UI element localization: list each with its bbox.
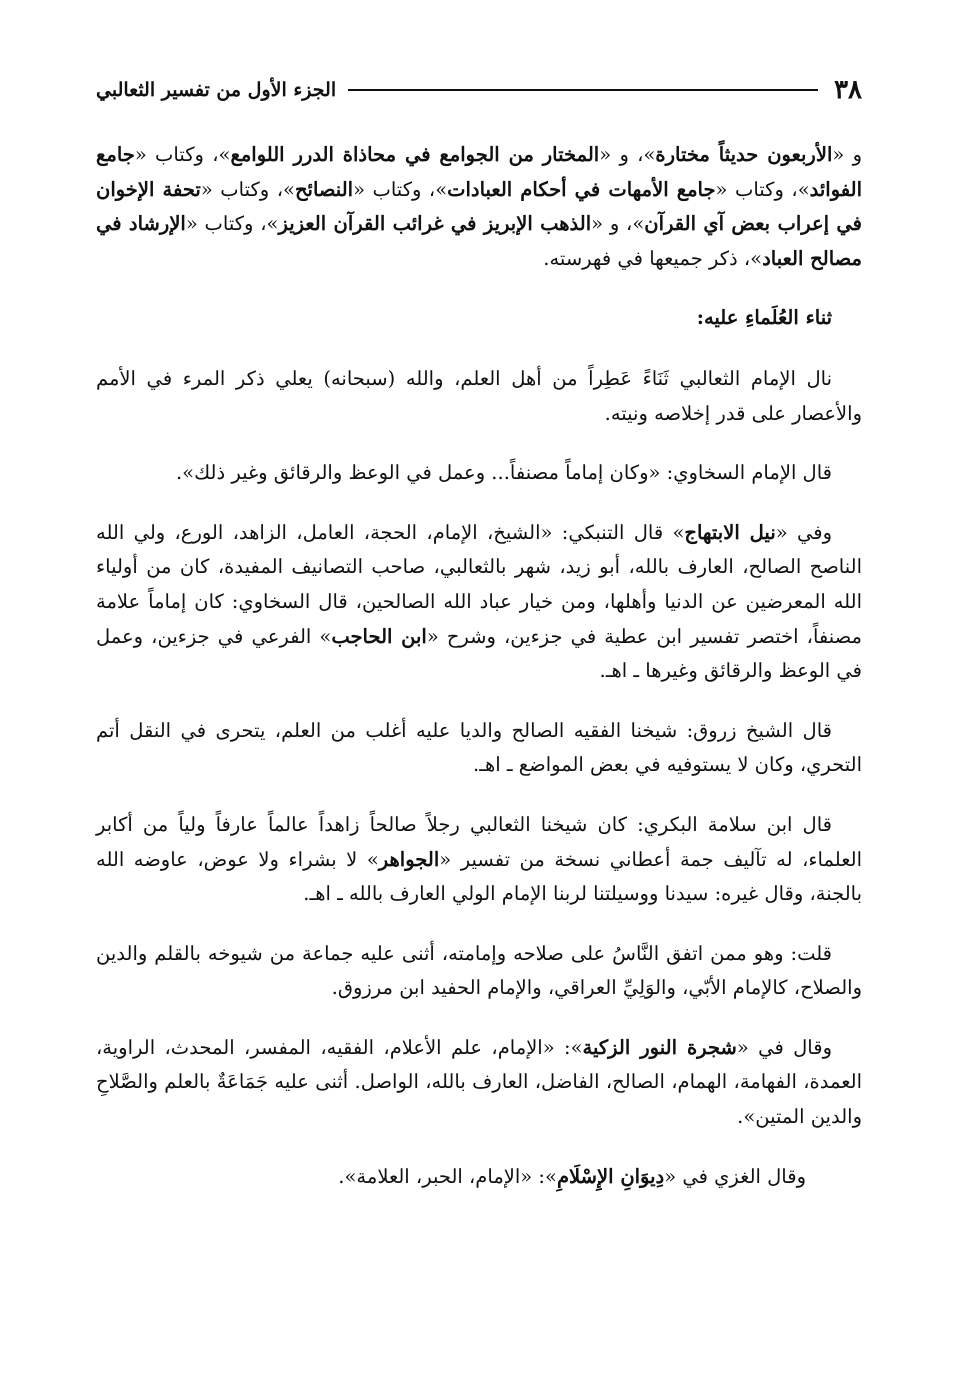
text-run: » قال التنبكي: «الشيخ، الإمام، الحجة، العامل، الزاهد، الورع، ولي الله الناصح الصالح، العارف بالله، أبو زيد، شهر بالثعالبي، صاحب التصانيف المفيدة، كان من أولياء الله المعرضين عن الدنيا وأهلها، ومن خيار عباد الله الصالحين، قال السخاوي: كان إماماً علامة مصنفاً، اختصر تفسير ابن عطية في جزءين، وشرح «	[96, 520, 862, 648]
text-run: » الفرعي في جزءين، وعمل في الوعظ والرقائق وغيرها ـ اهـ.	[96, 624, 862, 683]
cited-title: المختار من الجوامع في محاذاة الدرر اللوامع	[230, 143, 600, 166]
text-run: »، وكتاب «	[200, 177, 295, 201]
paragraph-ghazzi	[96, 1160, 862, 1195]
text-run: وقال الغزي في «	[664, 1164, 806, 1188]
header-rule	[348, 89, 818, 91]
cited-title: نيل الابتهاج	[684, 520, 776, 544]
paragraph-praise	[96, 362, 862, 431]
cited-title: الأربعون حديثاً مختارة	[655, 143, 833, 166]
text-run: »، وكتاب «	[185, 212, 279, 236]
cited-title: شجرة النور الزكية	[582, 1035, 737, 1059]
cited-title: الذهب الإبريز في غرائب القرآن العزيز	[278, 212, 592, 236]
paragraph-author-note	[96, 937, 862, 1006]
paragraph-sakhawi	[96, 456, 862, 491]
page-body	[96, 138, 862, 1219]
paragraph-shajarat	[96, 1031, 862, 1135]
cited-title: تحفة الإخوان في إعراب بعض آي القرآن	[96, 177, 862, 236]
text-run: وقال في «	[736, 1035, 832, 1059]
text-run: »، وكتاب «	[353, 177, 448, 201]
running-title: الجزء الأول من تفسير الثعالبي	[96, 79, 337, 101]
text-run: »، و «	[599, 143, 656, 166]
cited-title: جامع الأمهات في أحكام العبادات	[447, 177, 716, 201]
text-run: »، وكتاب «	[134, 143, 231, 166]
text-run: »: «الإمام، الحبر، العلامة».	[338, 1164, 557, 1188]
paragraph-works	[96, 138, 862, 276]
text-run: »: «الإمام، علم الأعلام، الفقيه، المفسر، المحدث، الراوية، العمدة، الفهامة، الهمام، الصالح، الفاضل، العارف بالله، الواصل. أثنى عليه جَمَاعَةٌ بالعلم والصَّلاحِ والدين المتين».	[96, 1035, 862, 1129]
text-run: » لا بشراء ولا عوض، عاوضه الله بالجنة، وقال غيره: سيدنا ووسيلتنا لربنا الإمام الولي العارف بالله ـ اهـ.	[96, 847, 862, 906]
cited-title: جامع الفوائد	[96, 143, 863, 201]
text-run: نال الإمام الثعالبي ثَنَاءً عَطِراً من أهل العلم، والله (سبحانه) يعلي ذكر المرء في الأمم والأعصار على قدر إخلاصه ونيته.	[96, 366, 862, 425]
text-run: قال الشيخ زروق: شيخنا الفقيه الصالح والديا عليه أغلب من العلم، يتحرى في النقل أتم التحري، وكان لا يستوفيه في بعض المواضع ـ اهـ.	[96, 718, 862, 777]
cited-title: دِيوَانِ الإِسْلَامِ	[556, 1164, 665, 1188]
text-run: و «	[832, 143, 863, 166]
cited-title: الإرشاد في مصالح العباد	[96, 212, 862, 270]
page-number: ٣٨	[834, 75, 862, 105]
cited-title: النصائح	[294, 177, 354, 201]
page-header	[96, 68, 862, 112]
paragraph-tunbukti	[96, 516, 862, 689]
cited-title: ابن الحاجب	[331, 624, 427, 648]
text-run: قال ابن سلامة البكري: كان شيخنا الثعالبي رجلاً صالحاً زاهداً عالماً عارفاً ولياً من أكابر العلماء، له تآليف جمة أعطاني نسخة من تفسير «	[96, 812, 862, 871]
text-run: قلت: وهو ممن اتفق النَّاسُ على صلاحه وإمامته، أثنى عليه جماعة من شيوخه بالقلم والدين والصلاح، كالإمام الأبّي، والوَلِيِّ العراقي، والإمام الحفيد ابن مرزوق.	[96, 941, 862, 1000]
text-run: وفي «	[775, 520, 832, 544]
text-run: »، وكتاب «	[715, 177, 810, 201]
paragraph-bakri	[96, 808, 862, 912]
cited-title: الجواهر	[378, 847, 440, 871]
section-heading: ثناء العُلَماءِ عليه:	[696, 306, 832, 330]
text-run: قال الإمام السخاوي: «وكان إماماً مصنفاً... وعمل في الوعظ والرقائق وغير ذلك».	[175, 461, 832, 485]
text-run: »، و «	[591, 212, 645, 236]
text-run: »، ذكر جميعها في فهرسته.	[543, 246, 763, 270]
paragraph-zarruq	[96, 714, 862, 783]
